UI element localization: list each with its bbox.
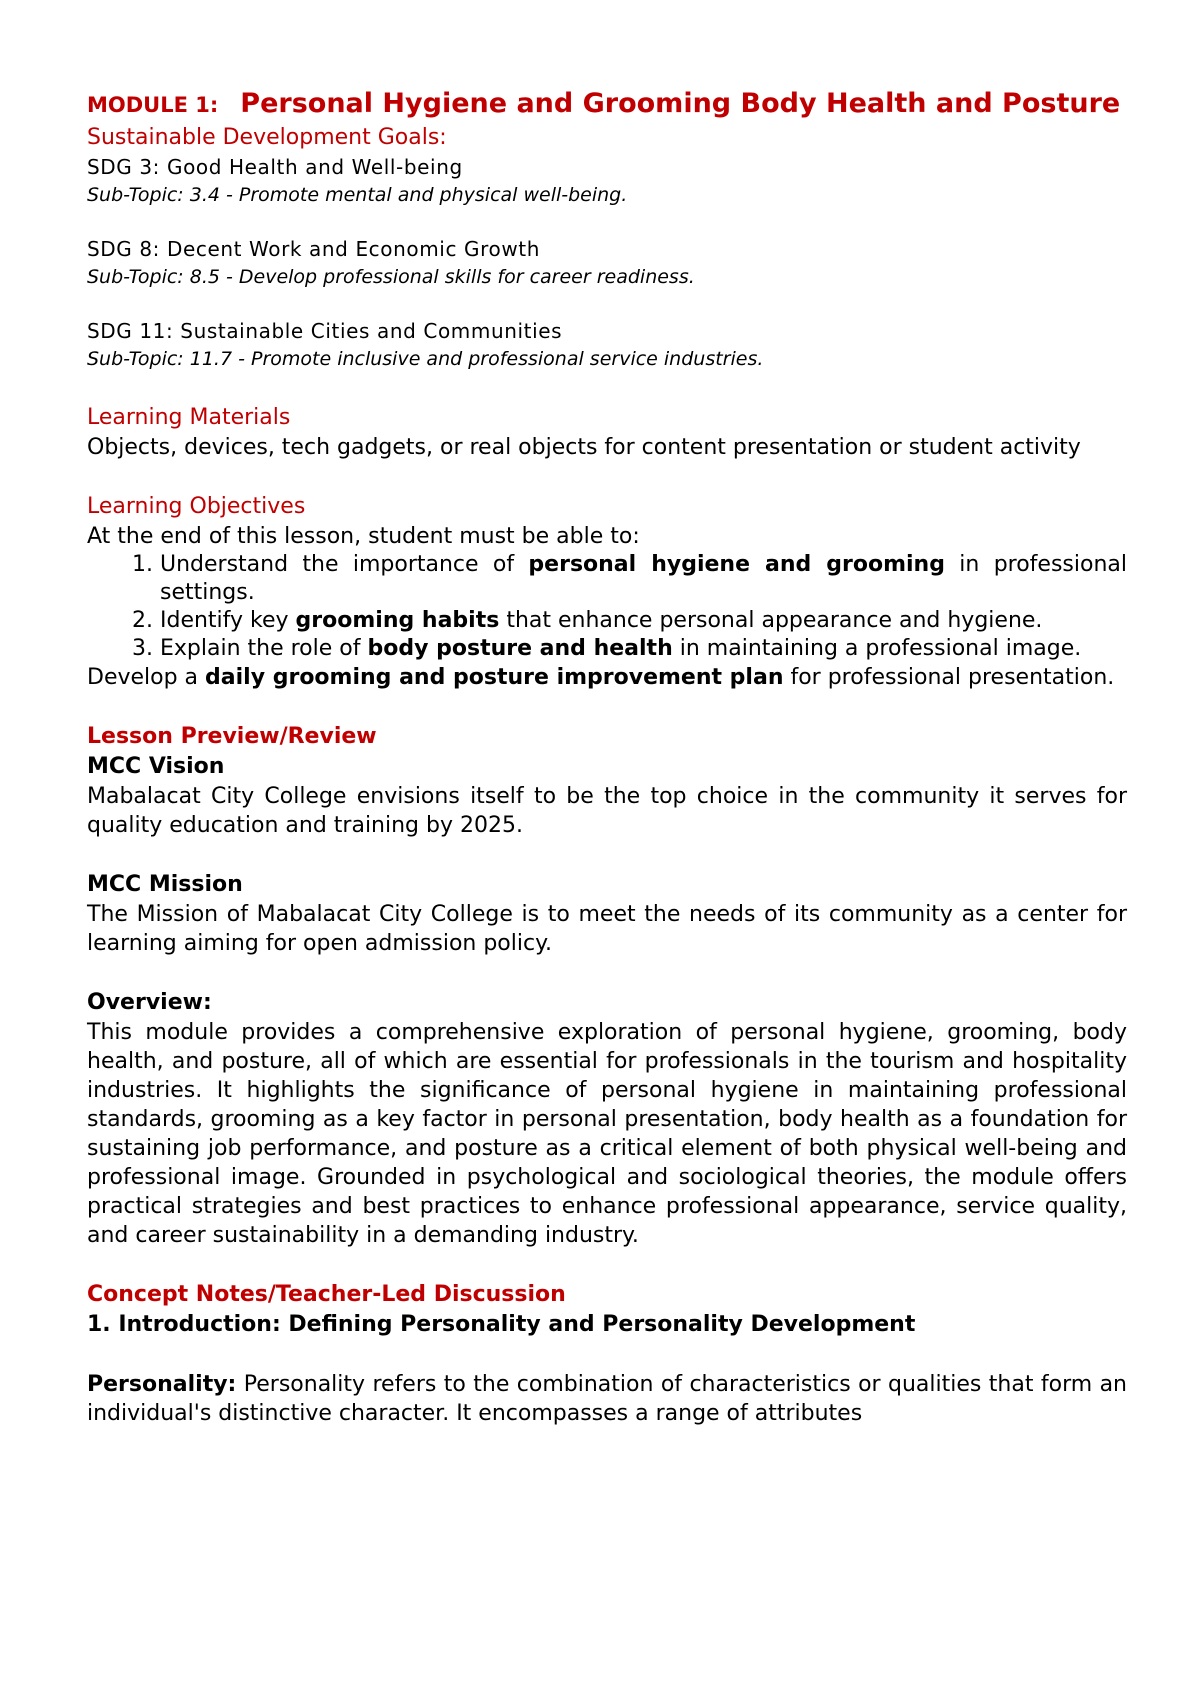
vision-title: MCC Vision (87, 754, 225, 779)
mission-title: MCC Mission (87, 872, 243, 897)
extra-text: Develop a (87, 665, 206, 690)
sdg-item (87, 317, 1127, 373)
objective-item (160, 607, 1127, 635)
objective-emphasis: grooming habits (295, 608, 500, 633)
sdg-title: SDG 8: Decent Work and Economic Growth (87, 237, 541, 261)
objectives-list (87, 551, 1127, 663)
objective-item (160, 635, 1127, 663)
objectives-intro: At the end of this lesson, student must be able to: (87, 524, 640, 549)
objective-text: Explain the role of (160, 636, 368, 661)
module-label: MODULE 1: (87, 93, 219, 117)
module-title (87, 86, 1127, 123)
vision-text: Mabalacat City College envisions itself to be the top choice in the community it serves for quality education and training by 2025. (87, 784, 1127, 838)
sdg-title: SDG 3: Good Health and Well-being (87, 155, 463, 179)
personality-paragraph (87, 1370, 1127, 1428)
concept-heading: Concept Notes/Teacher-Led Discussion (87, 1282, 566, 1307)
materials-heading: Learning Materials (87, 405, 291, 430)
document-page (87, 86, 1127, 1428)
sdg-subtopic: Sub-Topic: 3.4 - Promote mental and physical well-being. (87, 184, 628, 206)
overview-title: Overview: (87, 990, 212, 1015)
extra-emphasis: daily grooming and posture improvement plan (205, 665, 784, 690)
sdg-title: SDG 11: Sustainable Cities and Communities (87, 319, 563, 343)
extra-text: for professional presentation. (783, 665, 1115, 690)
sdg-item (87, 235, 1127, 291)
objective-text: that enhance personal appearance and hygiene. (499, 608, 1043, 633)
sdg-item (87, 153, 1127, 209)
personality-text: Personality refers to the combination of characteristics or qualities that form an individual's distinctive character. It encompasses a range of attributes (87, 1372, 1127, 1426)
materials-text: Objects, devices, tech gadgets, or real objects for content presentation or student activity (87, 435, 1081, 460)
concept-subheading: 1. Introduction: Defining Personality and Personality Development (87, 1312, 916, 1337)
objective-text: in professional settings. (160, 552, 1127, 605)
overview-text: This module provides a comprehensive exploration of personal hygiene, grooming, body health, and posture, all of which are essential for professionals in the tourism and hospitality industries. It highlights the significance of personal hygiene in maintaining professional standards, grooming as a key factor in personal presentation, body health as a foundation for sustaining job performance, and posture as a critical element of both physical well-being and professional image. Grounded in psychological and sociological theories, the module offers practical strategies and best practices to enhance professional appearance, service quality, and career sustainability in a demanding industry. (87, 1020, 1127, 1248)
sdg-subtopic: Sub-Topic: 8.5 - Develop professional skills for career readiness. (87, 266, 695, 288)
objectives-extra (87, 663, 1127, 692)
objective-emphasis: body posture and health (367, 636, 673, 661)
sdg-heading: Sustainable Development Goals: (87, 125, 447, 150)
objective-text: Understand the importance of (160, 552, 529, 577)
objective-text: in maintaining a professional image. (672, 636, 1082, 661)
module-title-text: Personal Hygiene and Grooming Body Health and Posture (240, 88, 1121, 119)
mission-text: The Mission of Mabalacat City College is to meet the needs of its community as a center for learning aiming for open admission policy. (87, 902, 1127, 956)
objective-item (160, 551, 1127, 607)
preview-heading: Lesson Preview/Review (87, 724, 377, 749)
sdg-subtopic: Sub-Topic: 11.7 - Promote inclusive and professional service industries. (87, 348, 764, 370)
personality-label: Personality: (87, 1372, 237, 1397)
objective-text: Identify key (160, 608, 296, 633)
objective-emphasis: personal hygiene and grooming (528, 552, 945, 577)
objectives-heading: Learning Objectives (87, 494, 306, 519)
